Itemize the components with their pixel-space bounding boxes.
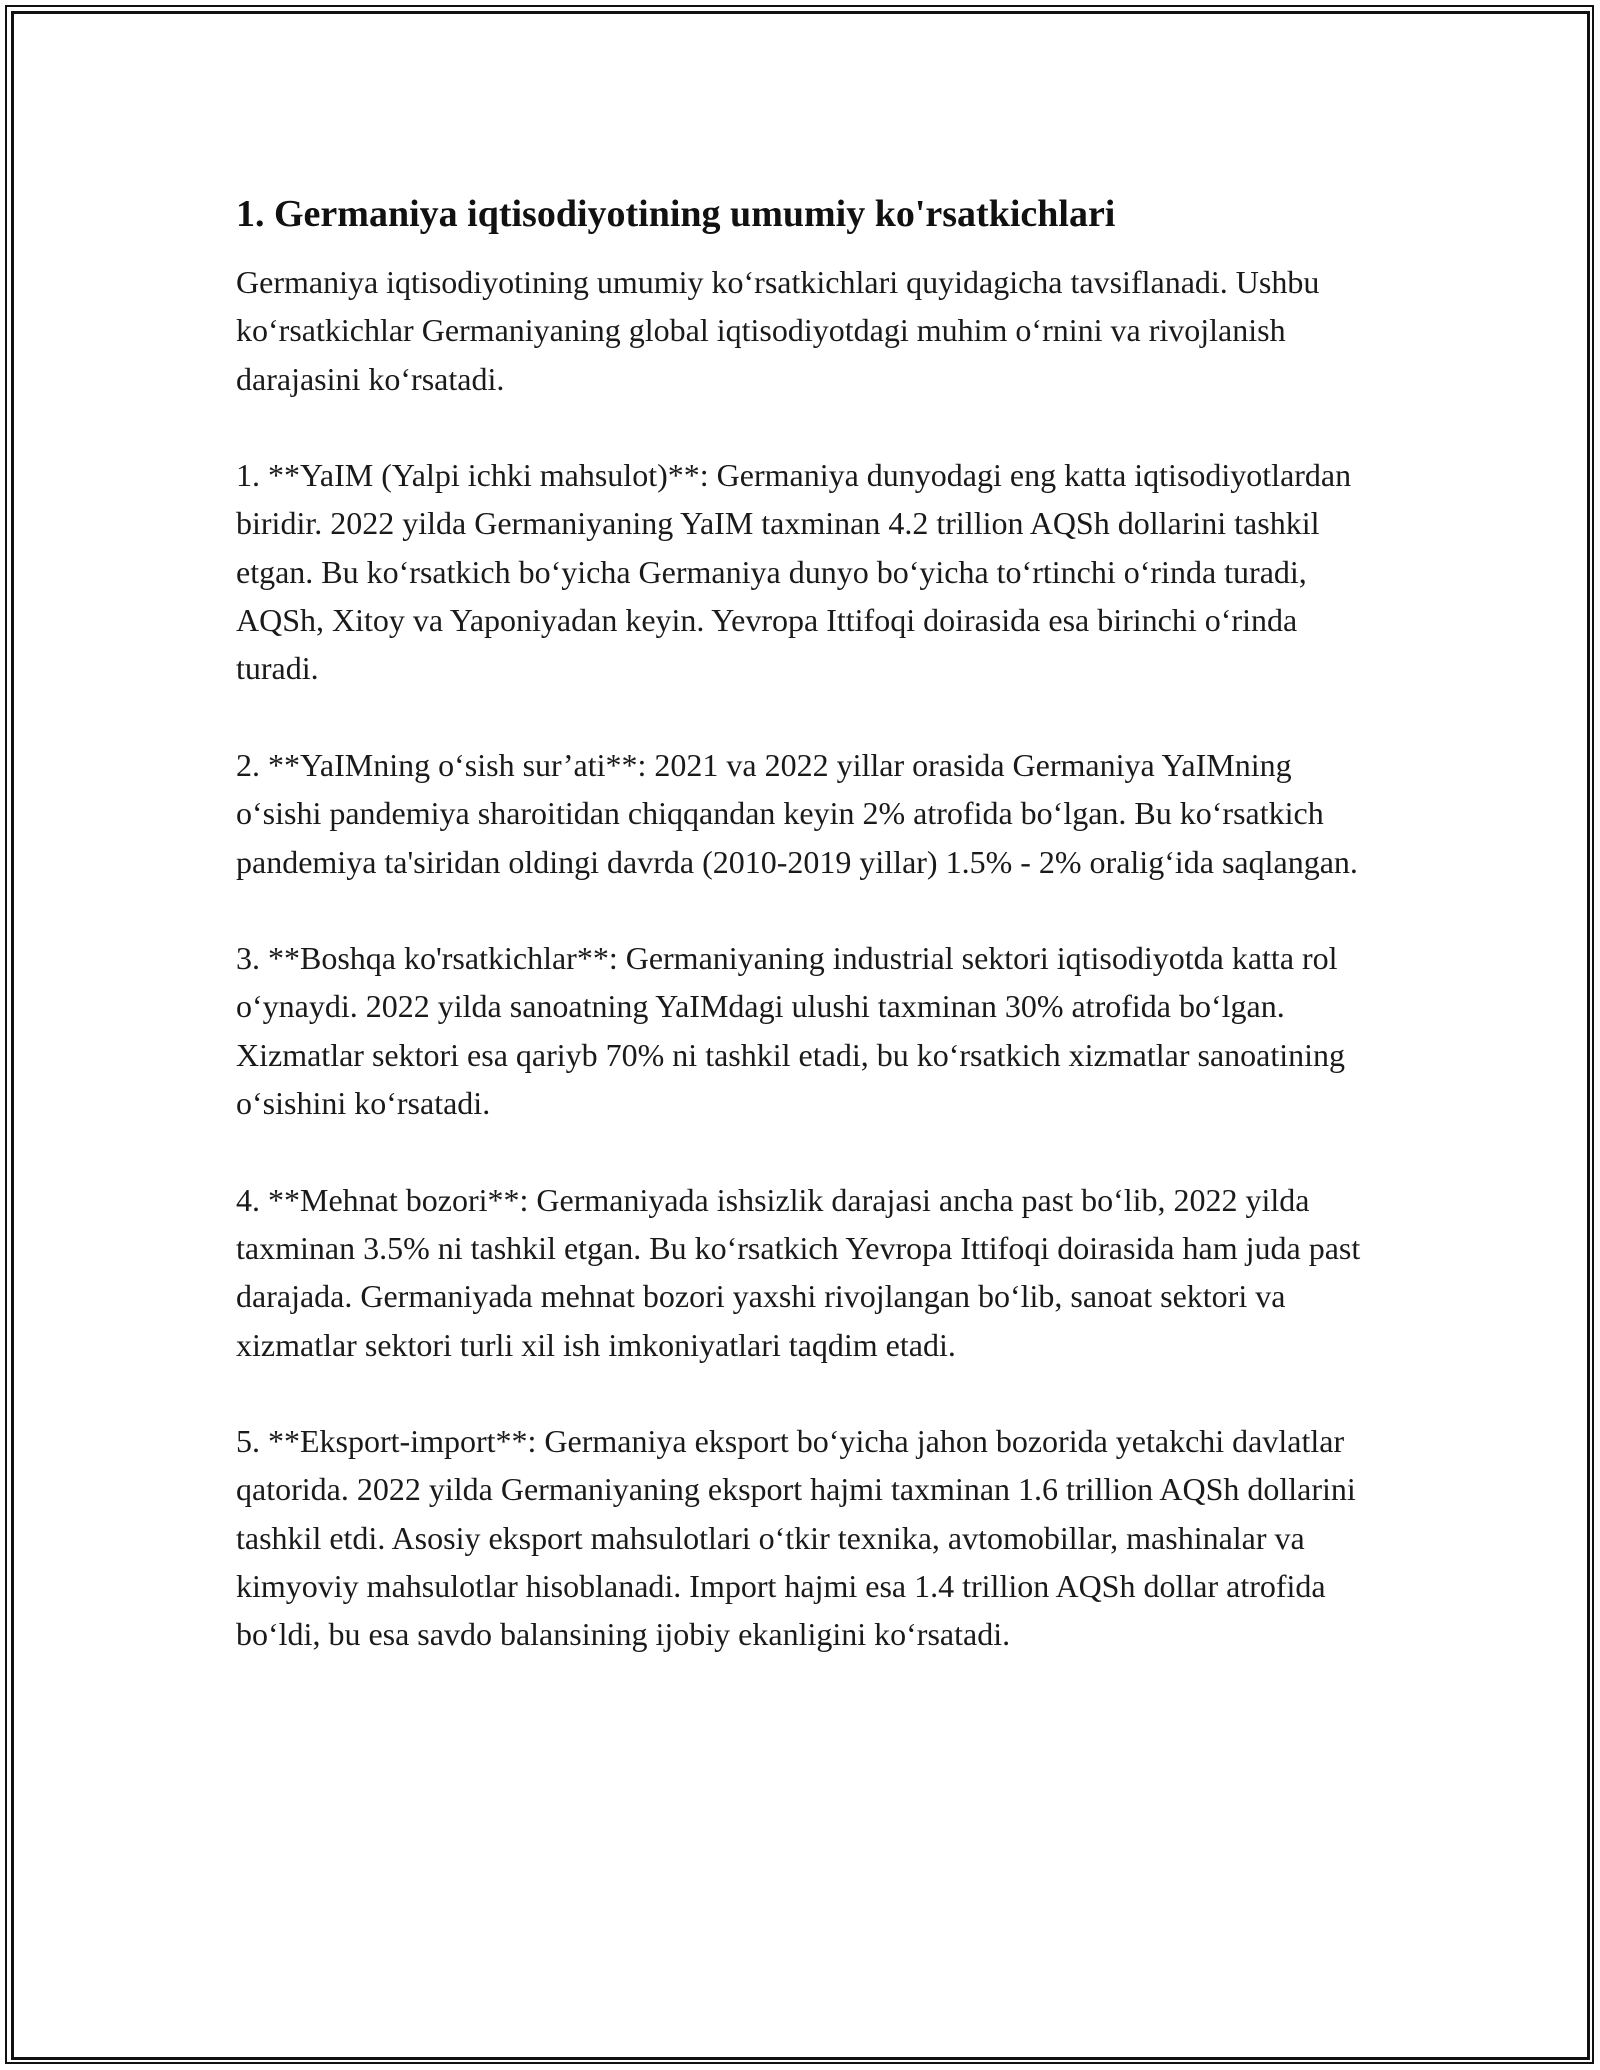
document-page [236,188,1366,1707]
list-item-other-indicators: 3. **Boshqa ko'rsatkichlar**: Germaniyaning industrial sektori iqtisodiyotda katta rol oʻynaydi. 2022 yilda sanoatning YaIMdagi ulushi taxminan 30% atrofida boʻlgan. Xizmatlar sektori esa qariyb 70% ni tashkil etadi, bu koʻrsatkich xizmatlar sanoatining oʻsishini koʻrsatadi. [236,940,1346,1122]
intro-paragraph: Germaniya iqtisodiyotining umumiy koʻrsatkichlari quyidagicha tavsiflanadi. Ushbu koʻrsatkichlar Germaniyaning global iqtisodiyotdagi muhim oʻrnini va rivojlanish darajasini koʻrsatadi. [236,264,1320,397]
list-item-labor-market: 4. **Mehnat bozori**: Germaniyada ishsizlik darajasi ancha past boʻlib, 2022 yilda taxminan 3.5% ni tashkil etgan. Bu koʻrsatkich Yevropa Ittifoqi doirasida ham juda past darajada. Germaniyada mehnat bozori yaxshi rivojlangan boʻlib, sanoat sektori va xizmatlar sektori turli xil ish imkoniyatlari taqdim etadi. [236,1181,1361,1363]
section-heading: 1. Germaniya iqtisodiyotining umumiy ko'rsatkichlari [236,193,1116,235]
list-item-gdp-growth: 2. **YaIMning oʻsish sur’ati**: 2021 va 2022 yillar orasida Germaniya YaIMning oʻsishi pandemiya sharoitidan chiqqandan keyin 2% atrofida boʻlgan. Bu koʻrsatkich pandemiya ta'siridan oldingi davrda (2010-2019 yillar) 1.5% - 2% oraligʻida saqlangan. [236,746,1358,880]
list-item-export-import: 5. **Eksport-import**: Germaniya eksport boʻyicha jahon bozorida yetakchi davlatlar qatorida. 2022 yilda Germaniyaning eksport hajmi taxminan 1.6 trillion AQSh dollarini tashkil etdi. Asosiy eksport mahsulotlari oʻtkir texnika, avtomobillar, mashinalar va kimyoviy mahsulotlar hisoblanadi. Import hajmi esa 1.4 trillion AQSh dollar atrofida boʻldi, bu esa savdo balansining ijobiy ekanligini koʻrsatadi. [236,1423,1356,1653]
list-item-gdp: 1. **YaIM (Yalpi ichki mahsulot)**: Germaniya dunyodagi eng katta iqtisodiyotlardan biridir. 2022 yilda Germaniyaning YaIM taxminan 4.2 trillion AQSh dollarini tashkil etgan. Bu koʻrsatkich boʻyicha Germaniya dunyo boʻyicha toʻrtinchi oʻrinda turadi, AQSh, Xitoy va Yaponiyadan keyin. Yevropa Ittifoqi doirasida esa birinchi oʻrinda turadi. [236,457,1352,687]
